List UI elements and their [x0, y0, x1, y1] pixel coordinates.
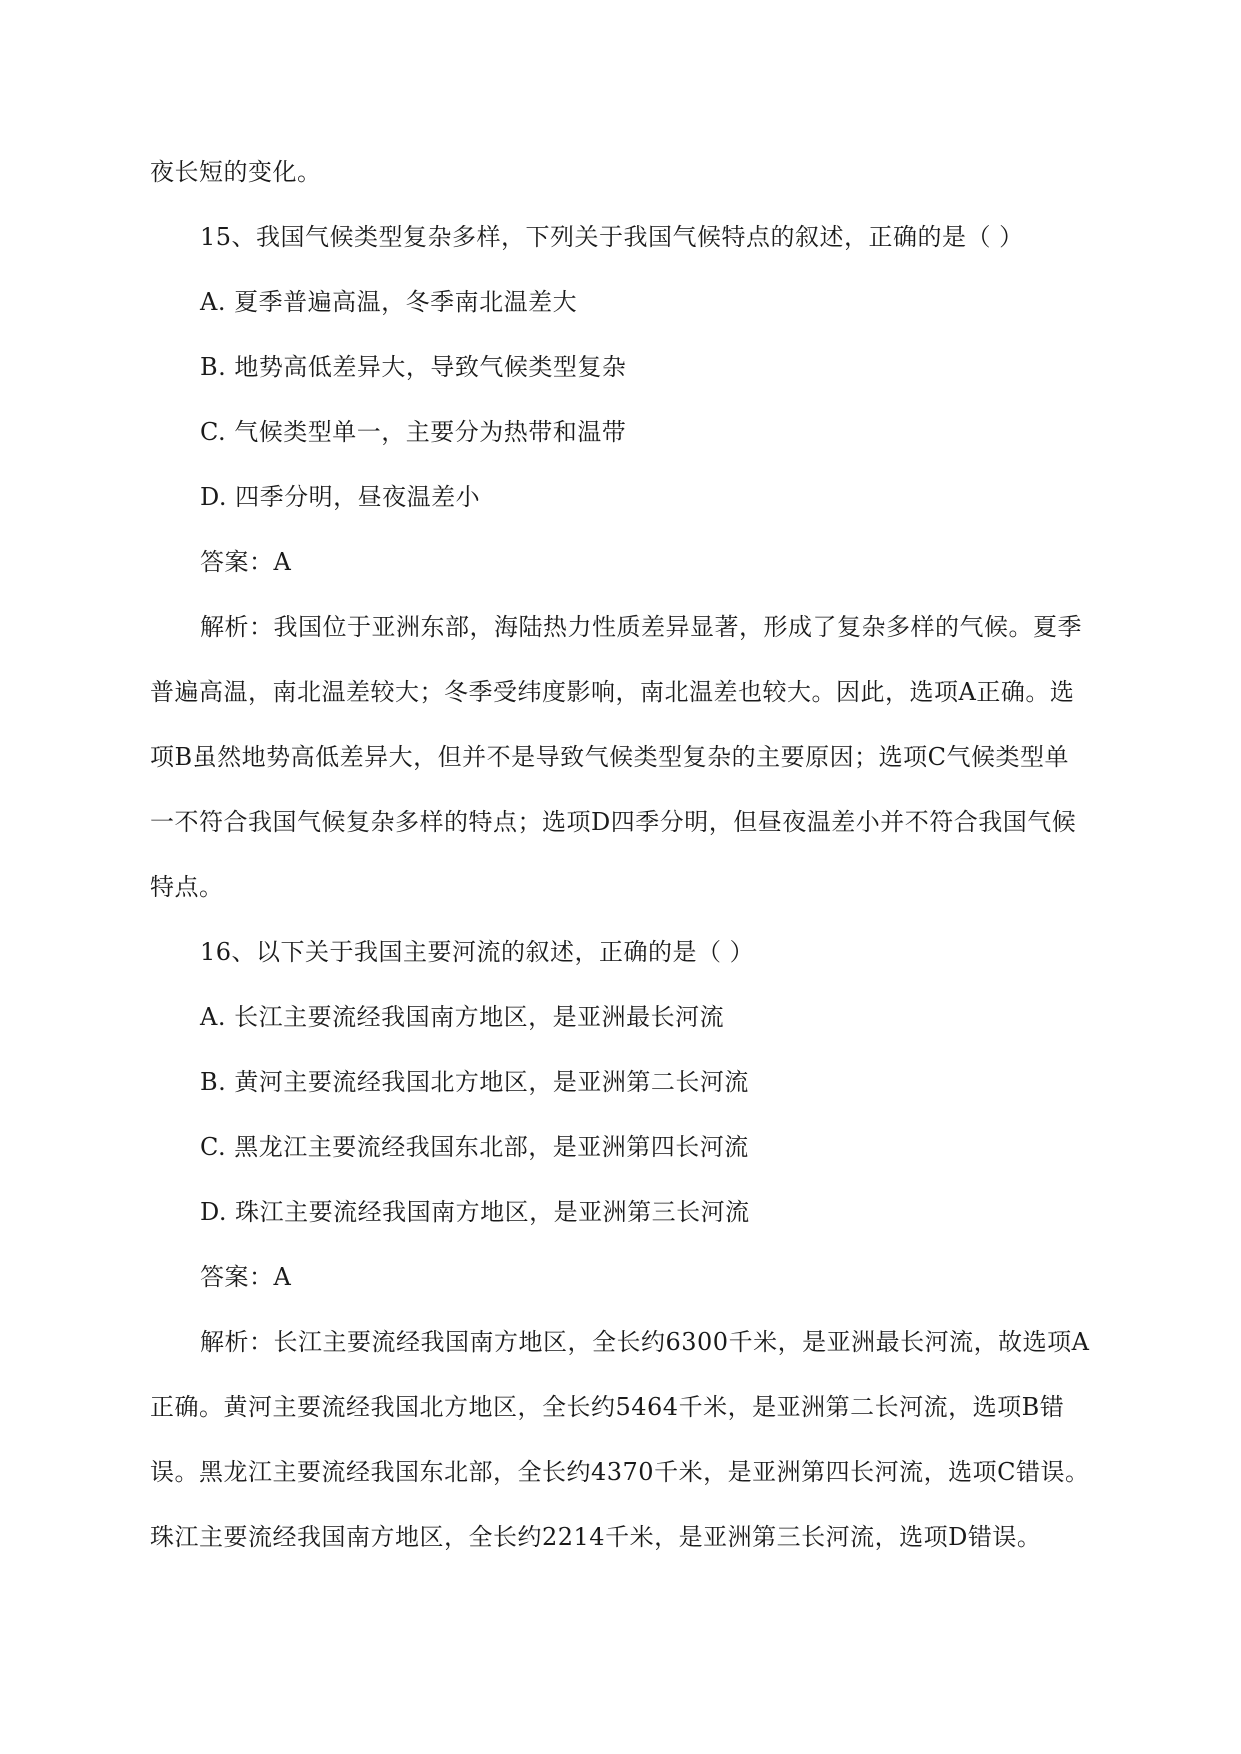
continuation-line: 夜长短的变化。 [150, 158, 322, 186]
question-15-option-d: D. 四季分明，昼夜温差小 [200, 483, 481, 511]
analysis-line: 一不符合我国气候复杂多样的特点；选项D四季分明，但昼夜温差小并不符合我国气候 [150, 808, 1077, 836]
question-16-stem: 16、以下关于我国主要河流的叙述，正确的是（ ） [200, 938, 755, 966]
question-15-answer: 答案：A [200, 548, 292, 576]
question-15-option-b: B. 地势高低差异大，导致气候类型复杂 [200, 353, 627, 381]
question-16-option-c: C. 黑龙江主要流经我国东北部，是亚洲第四长河流 [200, 1133, 749, 1161]
analysis-line: 正确。黄河主要流经我国北方地区，全长约5464千米，是亚洲第二长河流，选项B错 [150, 1393, 1065, 1421]
question-16-option-b: B. 黄河主要流经我国北方地区，是亚洲第二长河流 [200, 1068, 749, 1096]
question-15-stem: 15、我国气候类型复杂多样，下列关于我国气候特点的叙述，正确的是（ ） [200, 223, 1024, 251]
question-16-answer: 答案：A [200, 1263, 292, 1291]
analysis-line: 解析：长江主要流经我国南方地区，全长约6300千米，是亚洲最长河流，故选项A [200, 1328, 1090, 1356]
analysis-line: 特点。 [150, 873, 224, 901]
analysis-line: 误。黑龙江主要流经我国东北部，全长约4370千米，是亚洲第四长河流，选项C错误。 [150, 1458, 1090, 1486]
analysis-line: 普遍高温，南北温差较大；冬季受纬度影响，南北温差也较大。因此，选项A正确。选 [150, 678, 1075, 706]
question-16-analysis [150, 1310, 1110, 1570]
question-16 [150, 920, 1110, 1570]
analysis-line: 项B虽然地势高低差异大，但并不是导致气候类型复杂的主要原因；选项C气候类型单 [150, 743, 1069, 771]
question-16-option-a: A. 长江主要流经我国南方地区，是亚洲最长河流 [200, 1003, 725, 1031]
question-15 [150, 205, 1110, 920]
document-page [150, 140, 1110, 1570]
question-16-option-d: D. 珠江主要流经我国南方地区，是亚洲第三长河流 [200, 1198, 750, 1226]
question-15-option-c: C. 气候类型单一，主要分为热带和温带 [200, 418, 627, 446]
question-15-option-a: A. 夏季普遍高温，冬季南北温差大 [200, 288, 578, 316]
analysis-line: 珠江主要流经我国南方地区，全长约2214千米，是亚洲第三长河流，选项D错误。 [150, 1523, 1042, 1551]
analysis-line: 解析：我国位于亚洲东部，海陆热力性质差异显著，形成了复杂多样的气候。夏季 [200, 613, 1082, 641]
question-15-analysis [150, 595, 1110, 920]
